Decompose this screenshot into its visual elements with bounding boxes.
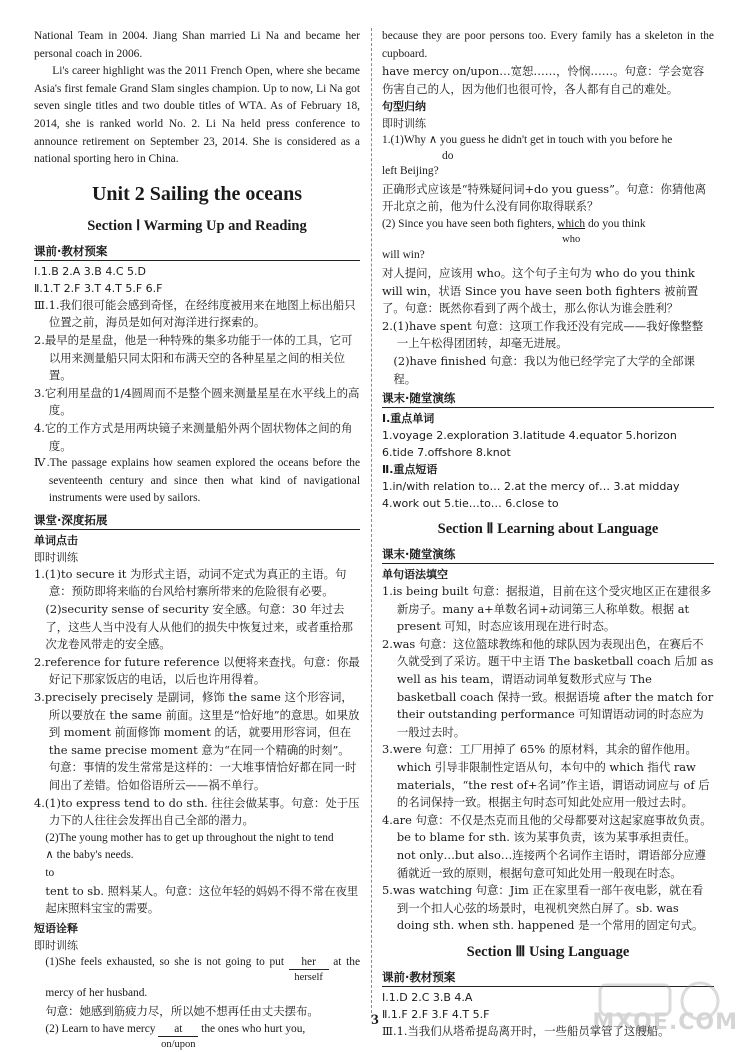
translation-1: Ⅲ.1.我们很可能会感到奇怪，在经纬度被用来在地图上标出船只位置之前，海员是如何对海洋进行探索的。 [34, 297, 356, 330]
translation-4: 4.它的工作方式是用两块镜子来测量船外两个固状物体之间的角度。 [34, 420, 353, 453]
phrase-1-correction-word: herself [294, 972, 323, 984]
grammar-answer-2: 2.was 句意：这位篮球教练和他的球队因为表现出色，在赛后不久就受到了采访。题干中主语 The basketball coach 后加 as well as his team，谓语动词单复数形式应与 The basketball coach 保持一致。根据语境 after the match for their outstanding performance 可知谓语动词的时态应为一般过去时。 [382, 636, 714, 739]
left-column [34, 28, 360, 1052]
sentence-2-1: 2.(1)have spent 句意：这项工作我还没有完成——我好像整整一上午松得团团转，却毫无进展。 [382, 318, 704, 351]
section-bar-preview-2: 课前·教材预案 [382, 969, 714, 987]
section-3-title: Section Ⅲ Using Language [466, 943, 630, 960]
subheading-practice-1: 即时训练 [34, 550, 78, 564]
sentence-2-2: (2)have finished 句意：我以为他已经学完了大学的全部课程。 [393, 353, 695, 386]
watermark-text: MXQE.COM [592, 1010, 738, 1035]
subheading-phrases: 短语诠释 [34, 921, 78, 935]
sentence-1-2-correction [557, 216, 585, 248]
phrase-2-explanation: have mercy on/upon…宽恕……，怜悯……。句意：学会宽容伤害自己的人，因为他们也很可怜，各人都有自己的难处。 [382, 64, 705, 96]
column-divider [371, 28, 372, 1018]
phrase-2-blank: at [158, 1023, 198, 1037]
subheading-sentences: 句型归纳 [382, 100, 426, 114]
answer-row-2: Ⅱ.1.T 2.F 3.T 4.T 5.F 6.F [34, 281, 163, 295]
grammar-answer-1: 1.is being built 句意：据报道，目前在这个受灾地区正在建很多新房子。many a+单数名词+动词第三人称单数。根据 at present 可知，时态应该用现在进行时态。 [382, 584, 712, 634]
key-words-row-2: 6.tide 7.offshore 8.knot [382, 446, 511, 460]
phrase-1-correction [289, 954, 329, 986]
section-bar-preview: 课前·教材预案 [34, 243, 360, 261]
subheading-words: 单词点击 [34, 533, 78, 547]
subheading-practice-3: 即时训练 [382, 117, 426, 131]
phrase-2-text-a: (2) Learn to have mercy [45, 1022, 156, 1035]
phrase-2-correction-word: on/upon [161, 1039, 196, 1051]
word-answer-2: 2.reference for future reference 以便将来查找。句意：你最好记下那家饭店的电话，以后也许用得着。 [34, 654, 360, 687]
subheading-key-phrases: Ⅱ.重点短语 [382, 463, 438, 477]
sentence-1-2-word: which [557, 217, 586, 230]
section-1-title: Section Ⅰ Warming Up and Reading [87, 217, 307, 234]
sentence-1-2-cont: will win? [382, 249, 425, 262]
sentence-1-do: do [442, 149, 454, 162]
phrase-answer-1 [34, 954, 360, 1003]
subheading-practice-2: 即时训练 [34, 938, 78, 952]
word-answer-4-3: tent to sb. 照料某人。句意：这位年轻的妈妈不得不常在夜里起床照料宝宝的需要。 [45, 883, 359, 916]
summary-iv: Ⅳ.The passage explains how seamen explored the oceans before the seventeenth century and since then what kind of navigational instruments were used by sailors. [34, 457, 360, 505]
using-translation-1: Ⅲ.1.当我们从塔希提岛离开时，一些船员掌管了这艘船。 [382, 1023, 670, 1038]
word-answer-4-1: 4.(1)to express tend to do sth. 往往会做某事。句意：处于压力下的人往往会发挥出自己全部的潜力。 [34, 795, 360, 828]
word-answer-1-2: (2)security sense of security 安全感。句意：30 年过去了，这些人当中没有人从他们的损失中恢复过来，或者重拾那次龙卷风带走的安全感。 [45, 602, 353, 652]
grammar-answer-5: 5.was watching 句意：Jim 正在家里看一部午夜电影，就在看到一个扣人心弦的场景时，电视机突然白屏了。sb. was doing sth. when sth. happened 是一个常用的固定句式。 [382, 883, 704, 933]
word-answer-1-1: 1.(1)to secure it 为形式主语，动词不定式为真正的主语。句意：预防即将来临的台风给村寨所带来的危险很有必要。 [34, 566, 347, 599]
phrase-2-continuation: because they are poor persons too. Every family has a skeleton in the cupboard. [382, 30, 714, 60]
phrase-1-text-b: at the mercy of her husband. [45, 955, 360, 1000]
sentence-1-2-correction-word: who [562, 234, 581, 246]
key-phrases-row-1: 1.in/with relation to… 2.at the mercy of… 3.at midday [382, 480, 680, 494]
sentence-1-2-explain: 对人提问，应该用 who。这个句子主句为 who do you think will win，状语 Since you have seen both fighters 被前置了。句意：既然你看到了两个战士，那么你认为谁会胜利？ [382, 265, 699, 316]
intro-paragraph-1: National Team in 2004. Jiang Shan married Li Na and became her personal coach in 2006. [34, 30, 360, 60]
key-words-row-1: 1.voyage 2.exploration 3.latitude 4.equator 5.horizon [382, 429, 677, 443]
section-bar-review-1: 课末·随堂演练 [382, 390, 714, 408]
grammar-answer-4: 4.are 句意：不仅是杰克而且他的父母都要对这起家庭事故负责。be to blame for sth. 该为某事负责，该为某事承担责任。not only…but also…连接两个名词作主语时，谓语部分应遵循就近一致的原则，根据句意可知此处用一般现在时态。 [382, 812, 712, 880]
subheading-key-words: Ⅰ.重点单词 [382, 412, 435, 426]
translation-2: 2.最早的是星盘，他是一种特殊的集多功能于一体的工具，它可以用来测量船只同太阳和布满天空的各种星星之间的相关位置。 [34, 332, 353, 383]
right-column [382, 28, 714, 1041]
phrase-1-text-a: (1)She feels exhausted, so she is not going to put [45, 955, 284, 968]
section-bar-review-2: 课末·随堂演练 [382, 546, 714, 564]
grammar-answer-3: 3.were 句意：工厂用掉了 65% 的原材料，其余的留作他用。which 引导非限制性定语从句，本句中的 which 指代 raw materials，“the rest of+名词”作主语，谓语动词应与 of 后的名词保持一致。根据主句时态可知此处应用一般过去时。 [382, 742, 710, 810]
phrase-2-text-b: the ones who hurt you, [201, 1022, 306, 1035]
sentence-1-2-text-b: do you think [587, 217, 646, 230]
answer-row-1: Ⅰ.1.B 2.A 3.B 4.C 5.D [34, 264, 146, 278]
sentence-1-2-text-a: (2) Since you have seen both fighters, [382, 217, 555, 230]
key-phrases-row-2: 4.work out 5.tie…to… 6.close to [382, 497, 559, 511]
word-answer-4-caret: ∧ the baby's needs. [45, 849, 134, 862]
phrase-answer-1-meaning: 句意：她感到筋疲力尽，所以她不想再任由丈夫摆布。 [45, 1003, 319, 1018]
word-answer-3: 3.precisely precisely 是副词，修饰 the same 这个形容词，所以要放在 the same 前面。这里是“恰好地”的意思。如果放到 moment 前面修饰 moment 的话，就要用形容词，但在 the same precise moment 意为“在同一个精确的时刻”。句意：事情的发生常常是这样的：一大堆事情恰好都在同一时间出了差错。恰如俗语所云——祸不单行。 [34, 690, 360, 792]
intro-paragraph-2: Li's career highlight was the 2011 French Open, where she became Asia's first female Grand Slam singles champion. Up to now, Li Na got seven single titles and two double titles of WTA. As of February 18, 2014, she is ranked world No. 2. Li Na held press conference to announce retirement on September 23, 2014. She is considered as a national sporting hero in China. [34, 65, 360, 166]
section-2-title: Section Ⅱ Learning about Language [437, 521, 659, 538]
word-answer-4-2: (2)The young mother has to get up throughout the night to tend [45, 831, 334, 844]
sentence-1-1: 1.(1)Why ∧ you guess he didn't get in touch with you before he [382, 134, 673, 147]
sentence-1-explain: 正确形式应该是“特殊疑问词+do you guess”。句意：你猜他离开北京之前，他为什么没有同你取得联系？ [382, 181, 707, 214]
sentence-1-2 [382, 216, 714, 248]
section-bar-class: 课堂·深度拓展 [34, 512, 360, 530]
page-number: 3 [371, 1012, 379, 1028]
using-answer-row-2: Ⅱ.1.F 2.F 3.F 4.T 5.F [382, 1007, 490, 1021]
word-answer-4-to: to [45, 866, 55, 879]
sentence-1-cont: left Beijing? [382, 164, 439, 177]
translation-3: 3.它利用星盘的1/4圆周而不是整个圆来测量星星在水平线上的高度。 [34, 385, 360, 418]
watermark-logo [580, 979, 740, 1037]
subheading-grammar-fill: 单句语法填空 [382, 568, 448, 582]
using-answer-row-1: Ⅰ.1.D 2.C 3.B 4.A [382, 990, 473, 1004]
unit-title: Unit 2 Sailing the oceans [91, 182, 303, 205]
phrase-1-blank: her [289, 956, 329, 970]
